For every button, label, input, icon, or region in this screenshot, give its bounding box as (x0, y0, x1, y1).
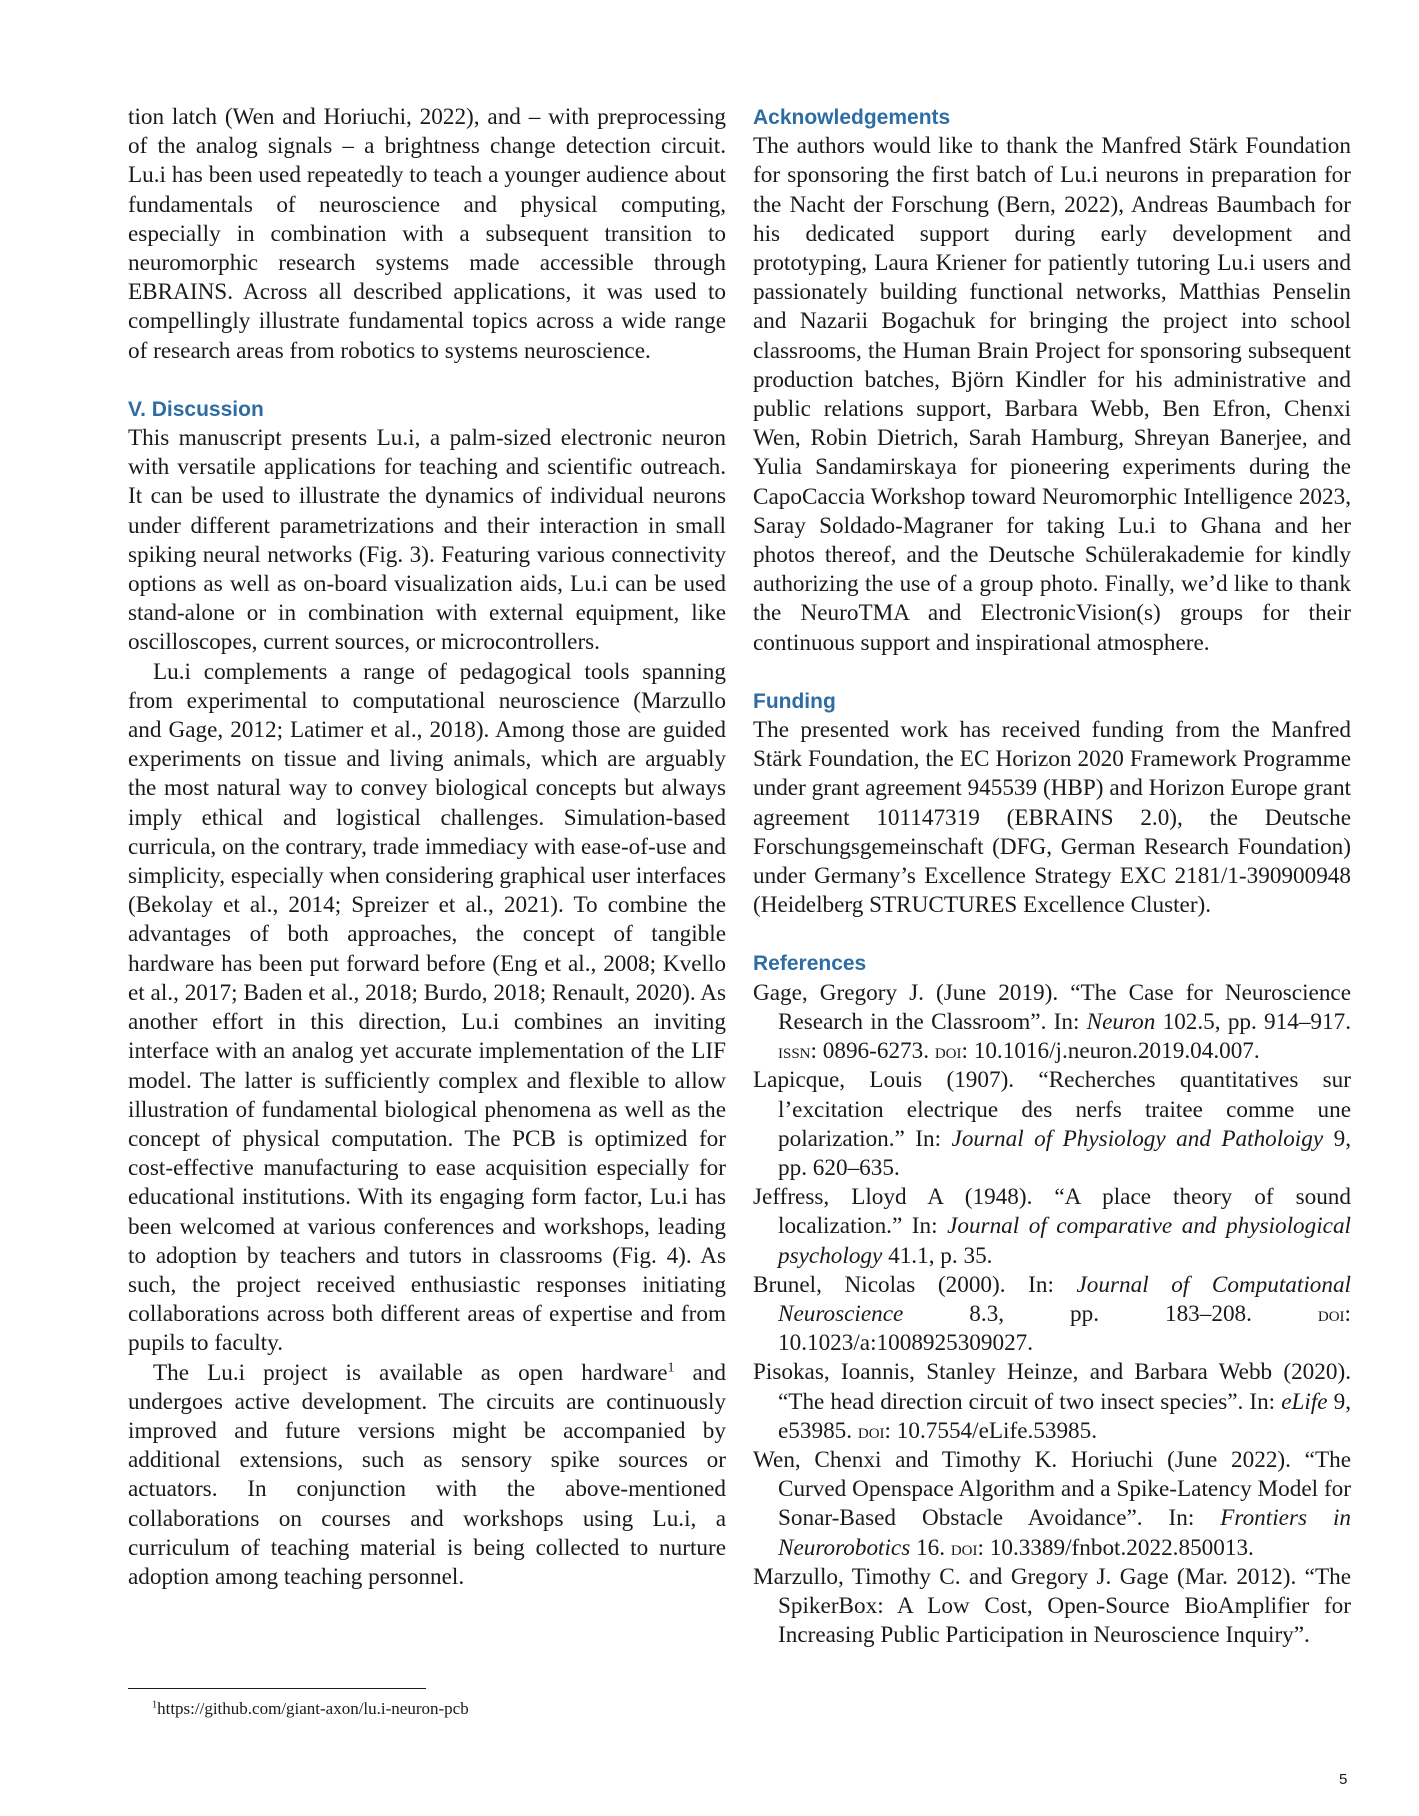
acknowledgements-text: The authors would like to thank the Manfred Stärk Foundation for sponsoring the first batch of Lu.i neurons in preparation for the Nacht der Forschung (Bern, 2022), Andreas Baumbach for his dedicated support during early development and prototyping, Laura Kriener for patiently tutoring Lu.i users and passionately building functional networks, Matthias Penselin and Nazarii Bogachuk for bringing the project into school classrooms, the Human Brain Project for sponsoring subsequent production batches, Björn Kindler for his administrative and public relations support, Barbara Webb, Ben Efron, Chenxi Wen, Robin Dietrich, Sarah Hamburg, Shreyan Banerjee, and Yulia Sandamirskaya for pioneering experiments during the CapoCaccia Workshop toward Neuromorphic Intelligence 2023, Saray Soldado-Magraner for taking Lu.i to Ghana and her photos thereof, and the Deutsche Schülerakademie for kindly authorizing the use of a group photo. Finally, we’d like to thank the NeuroTMA and ElectronicVision(s) groups for their continuous support and inspirational atmosphere. (753, 133, 1351, 656)
funding-text: The presented work has received funding from the Manfred Stärk Foundation, the EC Horizon 2020 Framework Programme under grant agreement 945539 (HBP) and Horizon Europe grant agreement 101147319 (EBRAINS 2.0), the Deutsche Forschungsgemeinschaft (DFG, German Research Foundation) under Germany’s Excellence Strategy EXC 2181/1-390900948 (Heidelberg STRUCTURES Excellence Cluster). (753, 717, 1351, 919)
reference-after: 8.3, pp. 183–208. (903, 1300, 1318, 1327)
discussion-paragraph-open-hardware (128, 1359, 726, 1593)
reference-italic: eLife (1281, 1388, 1328, 1415)
right-column (753, 103, 1351, 1650)
footnote-divider (128, 1688, 426, 1689)
discussion-paragraph: Lu.i complements a range of pedagogical tools spanning from experimental to computational neuroscience (Marzullo and Gage, 2012; Latimer et al., 2018). Among those are guided experiments on tissue and living animals, which are arguably the most natural way to convey biological concepts but always imply ethical and logistical challenges. Simulation-based curricula, on the contrary, trade immediacy with ease-of-use and simplicity, especially when considering graphical user interfaces (Bekolay et al., 2014; Spreizer et al., 2021). To combine the advantages of both approaches, the concept of tangible hardware has been put forward before (Eng et al., 2008; Kvello et al., 2017; Baden et al., 2018; Burdo, 2018; Renault, 2020). As another effort in this direction, Lu.i combines an inviting interface with an analog yet accurate implementation of the LIF model. The latter is sufficiently complex and flexible to allow illustration of fundamental biological phenomena as well as the concept of physical computation. The PCB is optimized for cost-effective manufacturing to ease acquisition especially for educational institutions. With its engaging form factor, Lu.i has been welcomed at various conferences and workshops, leading to adoption by teachers and tutors in classrooms (Fig. 4). As such, the project received enthusiastic responses initiating collaborations across both different areas of expertise and from pupils to faculty. (128, 658, 726, 1357)
acknowledgements-heading: Acknowledgements (753, 106, 951, 129)
reference-before: Brunel, Nicolas (2000). In: (753, 1271, 1077, 1298)
references-list (753, 979, 1351, 1651)
reference-italic: Journal of Computational Neuroscience (778, 1271, 1351, 1327)
reference-item (753, 1446, 1351, 1563)
reference-after: 102.5, pp. 914–917. (1155, 1008, 1352, 1035)
discussion-paragraph: This manuscript presents Lu.i, a palm-sized electronic neuron with versatile applications for teaching and scientific outreach. It can be used to illustrate the dynamics of individual neurons under different parametrizations and their interaction in small spiking neural networks (Fig. 3). Featuring various connectivity options as well as on-board visualization aids, Lu.i can be used stand-alone or in combination with external equipment, like oscilloscopes, current sources, or microcontrollers. (128, 425, 726, 656)
reference-end: : 10.1023/a:1008925309027. (778, 1300, 1351, 1357)
reference-after: 16. (910, 1534, 951, 1561)
reference-item (753, 1563, 1351, 1651)
open-hardware-text: The Lu.i project is available as open hardware (153, 1359, 668, 1386)
reference-italic: Journal of Physiology and Patholoigy (951, 1125, 1324, 1152)
reference-item (753, 979, 1351, 1067)
reference-end: : 10.7554/eLife.53985. (884, 1417, 1098, 1444)
reference-after: 9, pp. 620–635. (778, 1125, 1351, 1181)
reference-end: : 10.3389/fnbot.2022.850013. (977, 1534, 1254, 1561)
intro-paragraph: tion latch (Wen and Horiuchi, 2022), and – with preprocessing of the analog signals – a brightness change detection circuit. Lu.i has been used repeatedly to teach a younger audience about fundamentals of neuroscience and physical computing, especially in combination with a subsequent transition to neuromorphic research systems made accessible through EBRAINS. Across all described applications, it was used to compellingly illustrate fundamental topics across a wide range of research areas from robotics to systems neuroscience. (128, 104, 726, 364)
reference-tag1: issn (778, 1039, 811, 1064)
discussion-heading: V. Discussion (128, 397, 264, 421)
reference-item (753, 1358, 1351, 1446)
footnote-link[interactable]: https://github.com/giant-axon/lu.i-neuron-pcb (157, 1699, 469, 1718)
funding-heading: Funding (753, 689, 836, 713)
reference-after: 9, e53985. (778, 1388, 1352, 1444)
reference-tag2: doi (857, 1418, 885, 1443)
reference-tag2: doi (934, 1039, 962, 1064)
reference-tag2: doi (950, 1535, 978, 1560)
reference-italic: Journal of comparative and physiological psychology (778, 1213, 1351, 1269)
reference-before: Marzullo, Timothy C. and Gregory J. Gage (Mar. 2012). “The SpikerBox: A Low Cost, Open-Source BioAmplifier for Increasing Public Participation in Neuroscience Inquiry”. (753, 1563, 1351, 1649)
references-heading: References (753, 952, 867, 976)
reference-tag2: doi (1317, 1301, 1345, 1326)
page-number: 5 (1339, 1771, 1348, 1788)
footnote-marker[interactable]: 1 (667, 1359, 675, 1375)
reference-item (753, 1066, 1351, 1183)
reference-mid: : 0896-6273. (810, 1038, 935, 1065)
reference-italic: Frontiers in Neurorobotics (778, 1505, 1351, 1561)
footnote (152, 1698, 469, 1720)
reference-item (753, 1271, 1351, 1359)
reference-item (753, 1183, 1351, 1271)
reference-before: Gage, Gregory J. (June 2019). “The Case for Neuroscience Research in the Classroom”. In: (753, 979, 1351, 1035)
reference-before: Lapicque, Louis (1907). “Recherches quantitatives sur l’excitation electrique des nerfs traitee comme une polarization.” In: (753, 1067, 1351, 1152)
reference-before: Jeffress, Lloyd A (1948). “A place theory of sound localization.” In: (753, 1184, 1351, 1240)
reference-italic: Neuron (1086, 1008, 1156, 1035)
reference-end: : 10.1016/j.neuron.2019.04.007. (961, 1038, 1260, 1065)
footnote-number: 1 (152, 1699, 158, 1711)
reference-before: Wen, Chenxi and Timothy K. Horiuchi (June 2022). “The Curved Openspace Algorithm and a Spike-Latency Model for Sonar-Based Obstacle Avoidance”. In: (753, 1446, 1351, 1532)
reference-before: Pisokas, Ioannis, Stanley Heinze, and Barbara Webb (2020). “The head direction circuit of two insect species”. In: (753, 1359, 1351, 1415)
open-hardware-text-cont: and undergoes active development. The circuits are continuously improved and future versions might be accompanied by additional extensions, such as sensory spike sources or actuators. In conjunction with the above-mentioned collaborations on courses and workshops using Lu.i, a curriculum of teaching material is being collected to nurture adoption among teaching personnel. (128, 1359, 726, 1590)
reference-after: 41.1, p. 35. (882, 1242, 993, 1269)
left-column (128, 103, 726, 1592)
